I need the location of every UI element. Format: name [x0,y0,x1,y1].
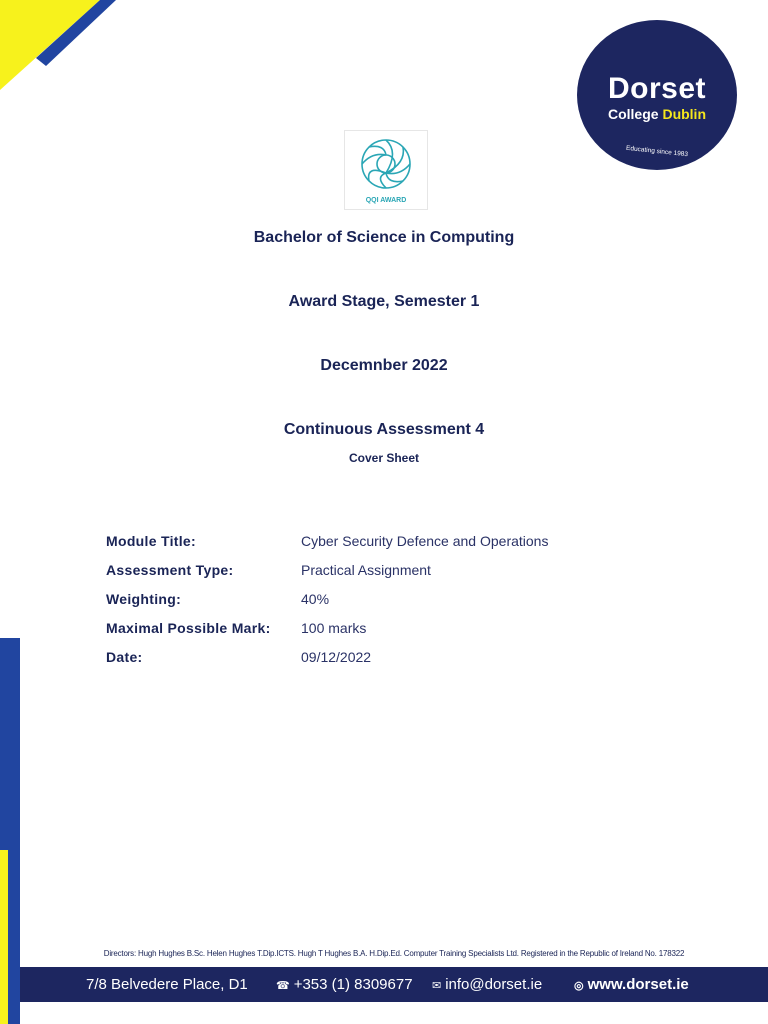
dorset-logo [577,20,737,170]
detail-label: Assessment Type: [106,562,234,578]
detail-row-module-title [106,533,666,553]
footer-phone[interactable] [276,967,413,1002]
footer-email-text: info@dorset.ie [445,976,543,993]
phone-icon: ☎ [276,980,290,992]
corner-decoration [0,0,130,100]
detail-label: Date: [106,649,143,665]
detail-value: 09/12/2022 [301,649,372,665]
footer-address: 7/8 Belvedere Place, D1 [86,976,248,993]
detail-value: Practical Assignment [301,562,431,578]
detail-row-date [106,649,666,669]
programme-title: Bachelor of Science in Computing [253,229,515,246]
logo-brand: Dorset [607,72,707,105]
left-accent-stripe [0,850,8,1024]
email-icon: ✉ [432,980,442,992]
assessment-title: Continuous Assessment 4 [283,421,485,438]
logo-sub-highlight: Dublin [662,106,706,122]
detail-row-weighting [106,591,666,611]
qqi-award-label: QQI AWARD [365,197,407,204]
detail-label: Weighting: [106,591,182,607]
globe-icon: ◎ [574,980,584,992]
detail-row-max-mark [106,620,666,640]
footer-contact-bar [20,967,768,1002]
footer-website-text: www.dorset.ie [587,976,689,993]
footer-website[interactable] [574,967,689,1002]
directors-note: Directors: Hugh Hughes B.Sc. Helen Hughes T.Dip.ICTS. Hugh T Hughes B.A. H.Dip.Ed. Computer Training Specialists Ltd. Registered in the Republic of Ireland No. 178322 [103,949,685,958]
award-stage: Award Stage, Semester 1 [288,293,480,310]
detail-value: 100 marks [301,620,367,636]
detail-label: Module Title: [106,533,196,549]
assessment-month: Decemnber 2022 [320,357,448,374]
detail-label: Maximal Possible Mark: [106,620,271,636]
cover-sheet-label: Cover Sheet [348,451,420,465]
logo-tagline: Educating since 1983 [625,144,689,159]
detail-value: Cyber Security Defence and Operations [301,533,549,549]
logo-subtitle [577,106,737,122]
footer-email[interactable] [432,967,542,1002]
logo-sub-prefix: College [607,106,659,122]
detail-value: 40% [301,591,330,607]
detail-row-assessment-type [106,562,666,582]
footer-phone-text: +353 (1) 8309677 [293,976,413,993]
